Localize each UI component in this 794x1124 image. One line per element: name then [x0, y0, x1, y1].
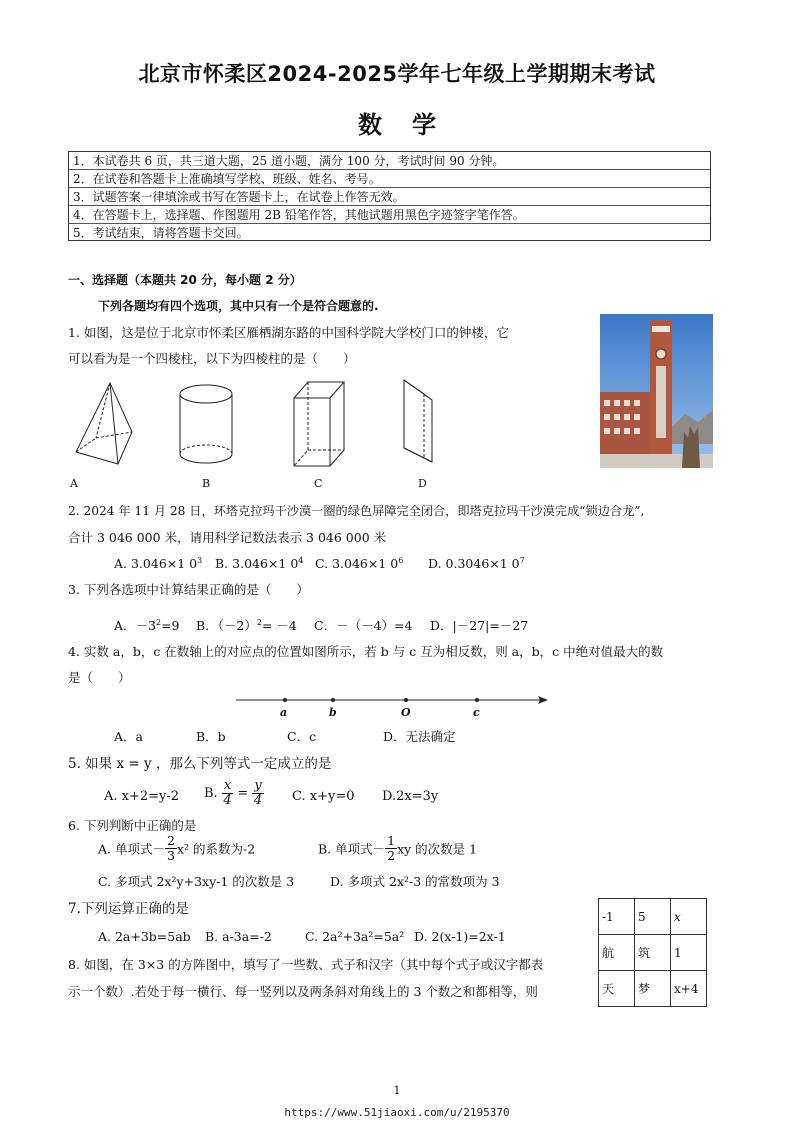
q4-number-line [236, 690, 548, 722]
q2-option-c: C. 3.046×1 $0^6$ [315, 556, 404, 572]
q5-option-a: A. x+2=y-2 [104, 789, 180, 804]
grid-cell: 天 [599, 971, 635, 1007]
q5-option-d: D.2x=3y [382, 789, 439, 804]
q7-option-b: B. a-3a=-2 [205, 929, 272, 944]
section-heading: 一、选择题（本题共 20 分，每小题 2 分） [68, 273, 302, 287]
notice-line-2: 2．在试卷和答题卡上准确填写学校、班级、姓名、考号。 [69, 170, 710, 188]
grid-cell: 筑 [635, 935, 671, 971]
q4-line1: 4. 实数 a，b，c 在数轴上的对应点的位置如图所示，若 b 与 c 互为相反数，则 a，b，c 中绝对值最大的数 [68, 644, 664, 659]
grid-cell: 梦 [635, 971, 671, 1007]
shape-b-cylinder [180, 385, 232, 463]
point-c-label: c [473, 706, 480, 719]
q1-label-d: D [418, 477, 427, 490]
notice-line-4: 4．在答题卡上，选择题、作图题用 2B 铅笔作答，其他试题用黑色字迹签字笔作答。 [69, 206, 710, 224]
q8-line2: 示一个数）.若处于每一横行、每一竖列以及两条斜对角线上的 3 个数之和都相等，则 [68, 984, 538, 999]
q4-option-a: A．a [114, 729, 143, 744]
subject-title: 数学 [358, 111, 466, 139]
grid-cell: 5 [635, 899, 671, 935]
notice-line-1: 1．本试卷共 6 页，共三道大题，25 道小题，满分 100 分，考试时间 90 分钟。 [69, 152, 710, 170]
q3-option-d: D．|－27|=－27 [430, 618, 529, 633]
q3-option-a: A．$-3^2=9$ [114, 617, 180, 633]
point-a-label: a [280, 706, 288, 719]
grid-cell: x+4 [671, 971, 707, 1007]
q1-line1: 1. 如图，这是位于北京市怀柔区雁栖湖东路的中国科学院大学校门口的钟楼，它 [68, 325, 509, 340]
page-title: 北京市怀柔区2024-2025学年七年级上学期期末考试 [138, 62, 656, 86]
q7-option-d: D. 2(x-1)=2x-1 [414, 929, 506, 944]
notice-line-5: 5．考试结束，请将答题卡交回。 [73, 226, 249, 240]
q3-stem: 3. 下列各选项中计算结果正确的是（ ） [68, 582, 309, 597]
q4-line2: 是（ ） [68, 670, 131, 685]
q1-shape-figures [68, 378, 548, 468]
q3-option-c: C．－（－4）=4 [314, 618, 413, 633]
q7-option-c: C. 2a²+3a²=5a² [305, 929, 405, 944]
q3-option-b: B．$(-2)^2= -4$ [196, 617, 297, 633]
grid-cell: 1 [671, 935, 707, 971]
q8-line1: 8. 如图，在 3×3 的方阵图中，填写了一些数、式子和汉字（其中每个式子或汉字都表 [68, 957, 544, 972]
q4-option-d: D．无法确定 [383, 729, 456, 744]
q5-option-b: B. $\frac{x}{4}$ = $\frac{y}{4}$ [204, 778, 263, 808]
magic-square-grid [598, 898, 707, 1007]
q2-line1: 2. 2024 年 11 月 28 日，环塔克拉玛干沙漠一圈的绿色屏障完全闭合，即塔克拉玛干沙漠完成“锁边合龙”, [68, 504, 645, 518]
q6-option-b: B. 单项式－ $\frac{1}{2}$ xy 的次数是 1 [318, 833, 478, 863]
page-number: 1 [393, 1084, 401, 1097]
shape-c-cuboid [294, 382, 344, 466]
origin-label: O [401, 706, 411, 719]
section-instruction: 下列各题均有四个选项，其中只有一个是符合题意的. [98, 299, 379, 313]
grid-cell: -1 [599, 899, 635, 935]
q2-option-d: D. 0.3046×1 $0^7$ [428, 556, 525, 572]
q4-option-b: B．b [196, 729, 226, 744]
q6-option-a: A. 单项式－ $\frac{2}{3}$ x² 的系数为-2 [98, 833, 256, 863]
q5-option-c: C. x+y=0 [292, 789, 355, 804]
point-b-label: b [329, 706, 337, 719]
shape-a-pyramid [76, 383, 132, 464]
grid-cell: x [671, 899, 707, 935]
grid-cell: 航 [599, 935, 635, 971]
q5-stem: 5. 如果 x = y ，那么下列等式一定成立的是 [68, 756, 332, 772]
q1-label-c: C [314, 477, 323, 490]
q7-option-a: A. 2a+3b=5ab [98, 929, 191, 944]
q1-label-a: A [70, 477, 78, 490]
notice-line-3: 3．试题答案一律填涂或书写在答题卡上，在试卷上作答无效。 [69, 188, 710, 206]
clock-tower-photo [600, 314, 713, 468]
q2-option-a: A. 3.046×1 $0^3$ [114, 556, 203, 572]
q6-option-c: C. 多项式 2x²y+3xy-1 的次数是 3 [98, 874, 295, 889]
q4-option-c: C．c [287, 729, 317, 744]
q6-stem: 6. 下列判断中正确的是 [68, 818, 197, 833]
q2-option-b: B. 3.046×1 $0^4$ [215, 556, 304, 572]
footer-url-link[interactable]: https://www.51jiaoxi.com/u/2195370 [284, 1106, 510, 1119]
shape-d-triangular-prism [404, 380, 432, 462]
exam-notice-box [68, 151, 711, 241]
q7-stem: 7.下列运算正确的是 [68, 901, 189, 917]
q1-line2: 可以看为是一个四棱柱，以下为四棱柱的是（ ） [68, 351, 356, 366]
q6-option-d: D. 多项式 2x²-3 的常数项为 3 [330, 874, 500, 889]
q1-label-b: B [202, 477, 211, 490]
q2-line2: 合计 3 046 000 米，请用科学记数法表示 3 046 000 米 [68, 530, 387, 545]
